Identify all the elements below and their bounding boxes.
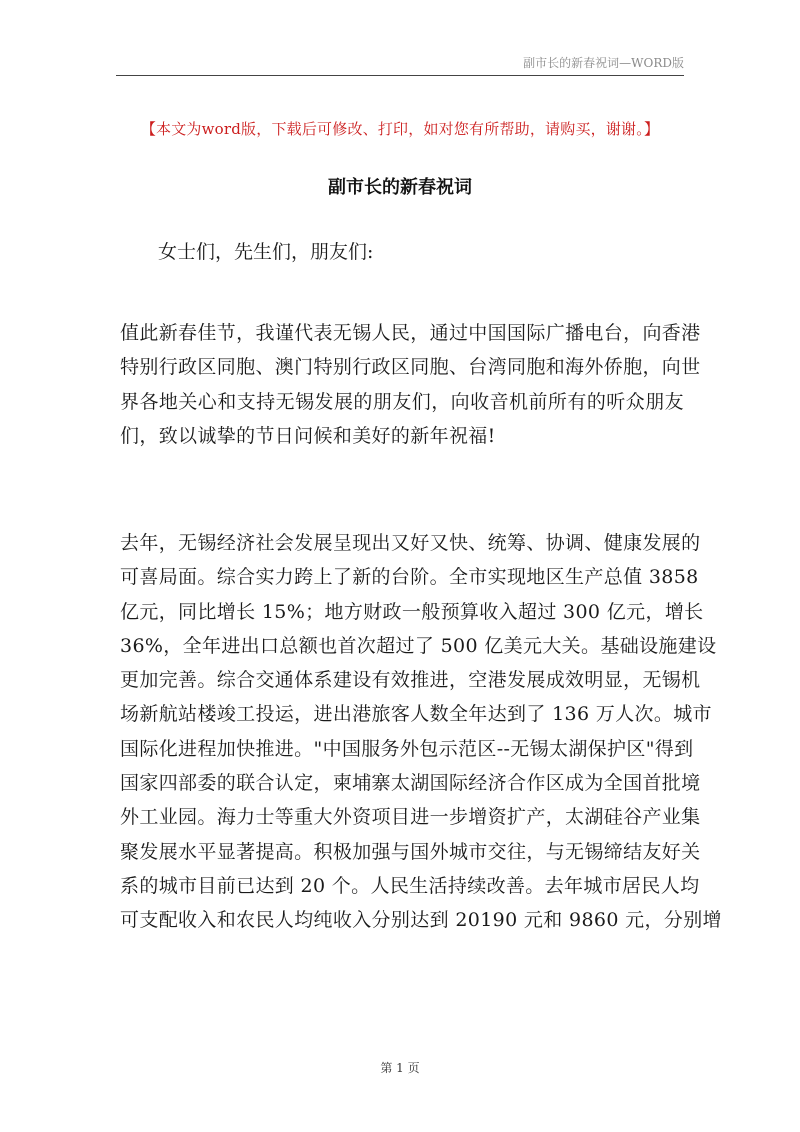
running-header: 副市长的新春祝词—WORD版 [523, 56, 684, 70]
page-number: 第 1 页 [380, 1061, 420, 1075]
paragraph-line: 场新航站楼竣工投运，进出港旅客人数全年达到了 136 万人次。城市 [120, 703, 712, 726]
document-title: 副市长的新春祝词 [328, 177, 472, 198]
paragraph-line: 值此新春佳节，我谨代表无锡人民，通过中国国际广播电台，向香港 [120, 322, 701, 344]
paragraph-line: 国家四部委的联合认定，柬埔寨太湖国际经济合作区成为全国首批境 [120, 772, 701, 795]
paragraph-1 [120, 316, 701, 453]
download-notice: 【本文为word版，下载后可修改、打印，如对您有所帮助，请购买，谢谢。】 [140, 120, 660, 138]
paragraph-line: 亿元，同比增长 15%；地方财政一般预算收入超过 300 亿元，增长 [120, 600, 704, 623]
paragraph-line: 聚发展水平显著提高。积极加强与国外城市交往，与无锡缔结友好关 [120, 840, 701, 863]
paragraph-line: 系的城市目前已达到 20 个。人民生活持续改善。去年城市居民人均 [120, 874, 700, 897]
paragraph-2 [120, 526, 722, 938]
paragraph-line: 可支配收入和农民人均纯收入分别达到 20190 元和 9860 元，分别增 [120, 909, 722, 932]
greeting-line: 女士们，先生们，朋友们: [158, 241, 374, 263]
paragraph-line: 外工业园。海力士等重大外资项目进一步增资扩产，太湖硅谷产业集 [120, 806, 701, 829]
header-divider [116, 75, 684, 76]
paragraph-line: 们，致以诚挚的节日问候和美好的新年祝福! [120, 424, 496, 447]
paragraph-line: 36%，全年进出口总额也首次超过了 500 亿美元大关。基础设施建设 [120, 634, 717, 657]
paragraph-line: 特别行政区同胞、澳门特别行政区同胞、台湾同胞和海外侨胞，向世 [120, 356, 701, 379]
paragraph-line: 更加完善。综合交通体系建设有效推进，空港发展成效明显，无锡机 [120, 669, 701, 692]
paragraph-line: 去年，无锡经济社会发展呈现出又好又快、统筹、协调、健康发展的 [120, 532, 701, 554]
paragraph-line: 界各地关心和支持无锡发展的朋友们，向收音机前所有的听众朋友 [120, 390, 684, 413]
paragraph-line: 可喜局面。综合实力跨上了新的台阶。全市实现地区生产总值 3858 [120, 566, 699, 589]
paragraph-line: 国际化进程加快推进。"中国服务外包示范区--无锡太湖保护区"得到 [120, 737, 694, 760]
